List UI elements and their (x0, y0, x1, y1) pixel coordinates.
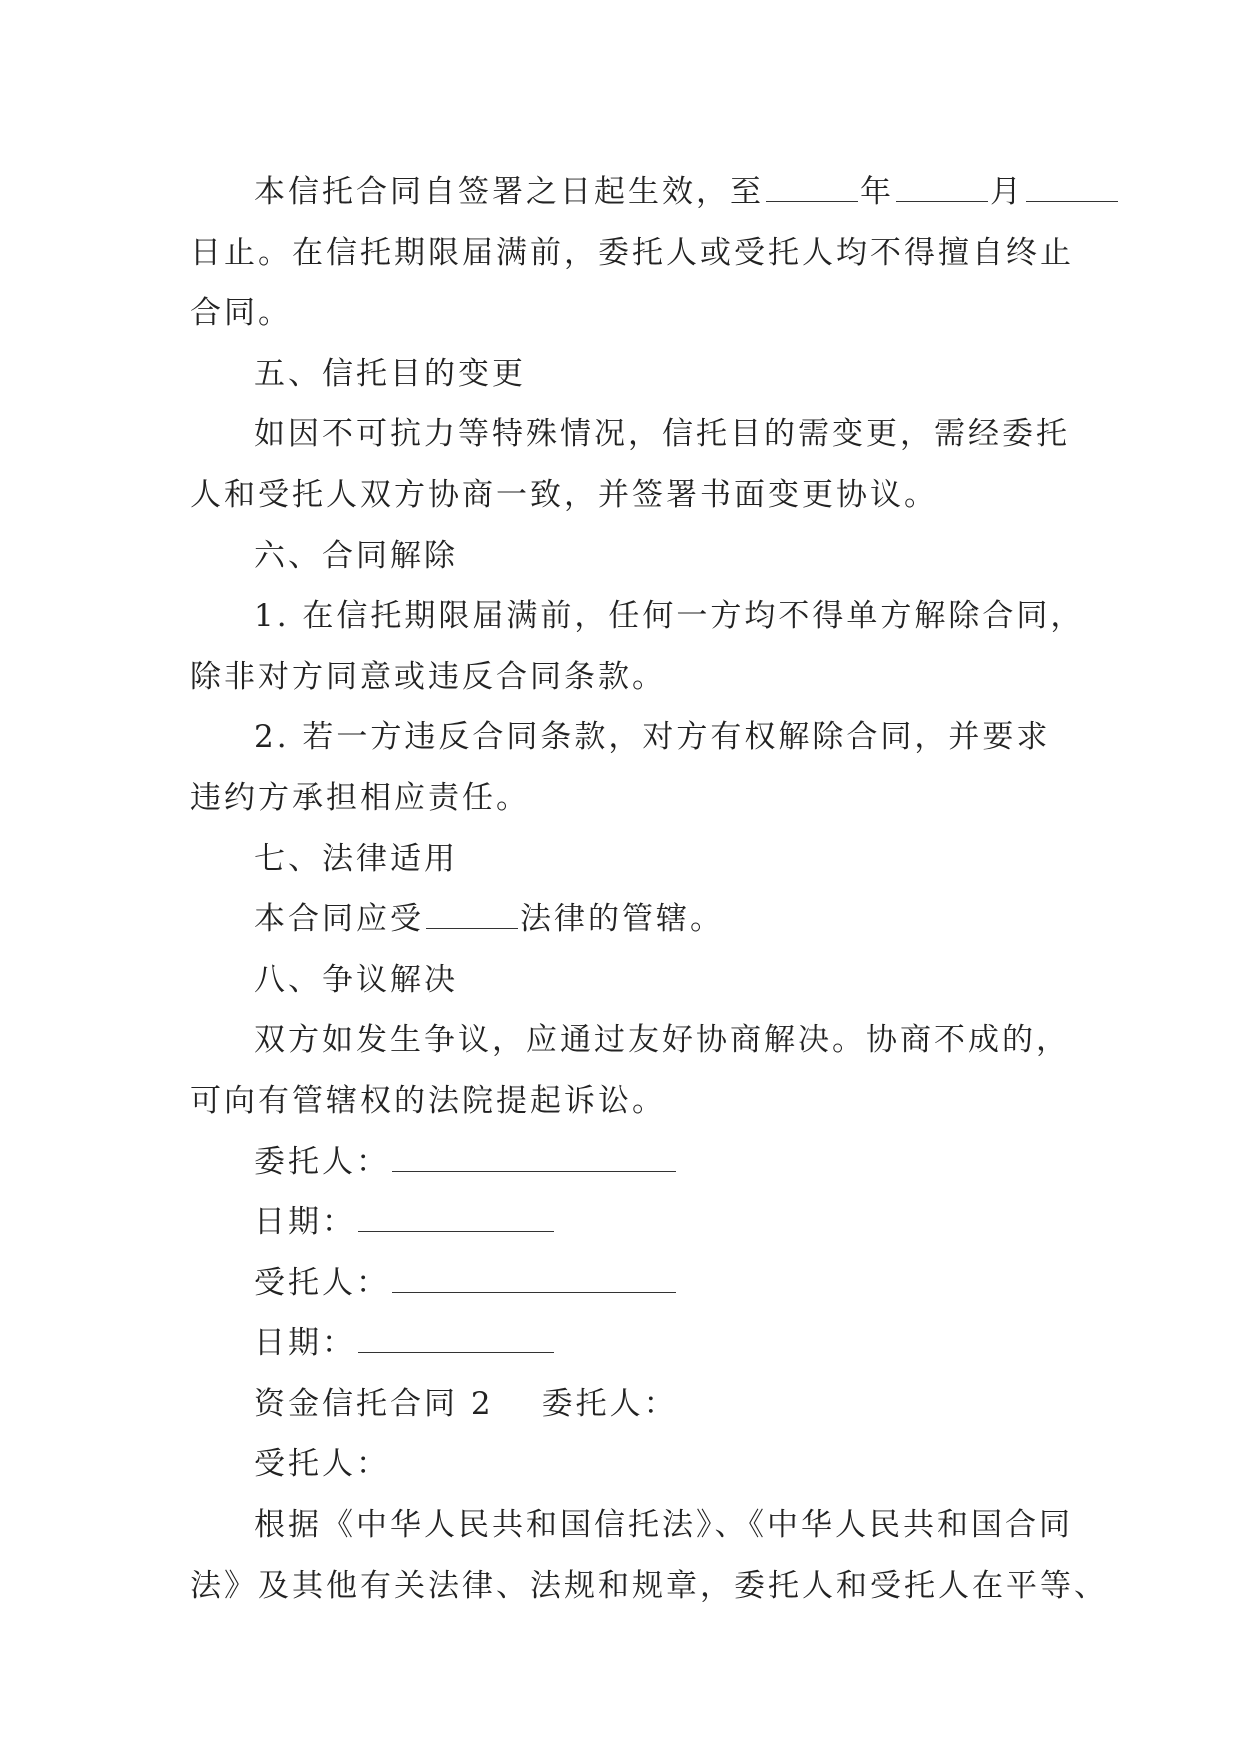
section-heading: 七、法律适用 (254, 840, 458, 877)
paragraph-line: 违约方承担相应责任。 (190, 779, 530, 816)
document-body (190, 162, 1108, 1616)
section-heading: 五、信托目的变更 (254, 355, 526, 392)
paragraph-line (190, 889, 1060, 950)
signature-field[interactable] (392, 1149, 676, 1172)
paragraph-line: 人和受托人双方协商一致，并签署书面变更协议。 (190, 476, 938, 513)
text-segment: 年 (860, 174, 894, 210)
paragraph-line (190, 162, 1060, 223)
text-segment: 月 (990, 174, 1024, 210)
blank-law-field[interactable] (426, 906, 518, 929)
paragraph-line: 法》及其他有关法律、法规和规章，委托人和受托人在平等、 (190, 1567, 1108, 1604)
document-title: 资金信托合同 2 (254, 1385, 494, 1422)
text-segment: 法律的管辖。 (520, 901, 724, 938)
signature-label: 受托人： (254, 1264, 390, 1301)
signature-line-trustee (190, 1253, 1060, 1314)
signature-label: 委托人： (254, 1143, 390, 1180)
paragraph-line: 如因不可抗力等特殊情况，信托目的需变更，需经委托 (254, 416, 1070, 453)
blank-month-field[interactable] (896, 179, 988, 202)
date-field[interactable] (358, 1330, 554, 1353)
signature-line-entrustor (190, 1132, 1060, 1193)
date-line-trustee (190, 1313, 1060, 1374)
text-segment: 本信托合同自签署之日起生效，至 (254, 174, 764, 210)
date-field[interactable] (358, 1209, 554, 1232)
paragraph-line: 双方如发生争议，应通过友好协商解决。协商不成的， (254, 1022, 1070, 1059)
text-segment: 本合同应受 (254, 901, 424, 938)
date-label: 日期： (254, 1204, 356, 1241)
blank-year-field[interactable] (766, 179, 858, 202)
date-label: 日期： (254, 1325, 356, 1362)
date-line-entrustor (190, 1192, 1060, 1253)
paragraph-line: 根据《中华人民共和国信托法》、《中华人民共和国合同 (254, 1507, 1073, 1544)
paragraph-line: 日止。在信托期限届满前，委托人或受托人均不得擅自终止 (190, 234, 1074, 271)
section-heading: 六、合同解除 (254, 537, 458, 574)
trustee-label: 受托人： (254, 1446, 390, 1483)
entrustor-label: 委托人： (541, 1385, 678, 1422)
document-title-line (190, 1374, 1060, 1435)
signature-field[interactable] (392, 1270, 676, 1293)
blank-day-field[interactable] (1026, 179, 1118, 202)
paragraph-line: 除非对方同意或违反合同条款。 (190, 658, 666, 695)
paragraph-line: 合同。 (190, 295, 292, 332)
section-heading: 八、争议解决 (254, 961, 458, 998)
paragraph-line: 可向有管辖权的法院提起诉讼。 (190, 1082, 666, 1119)
paragraph-line: 1. 在信托期限届满前，任何一方均不得单方解除合同， (254, 598, 1085, 635)
paragraph-line: 2. 若一方违反合同条款，对方有权解除合同，并要求 (254, 719, 1051, 756)
